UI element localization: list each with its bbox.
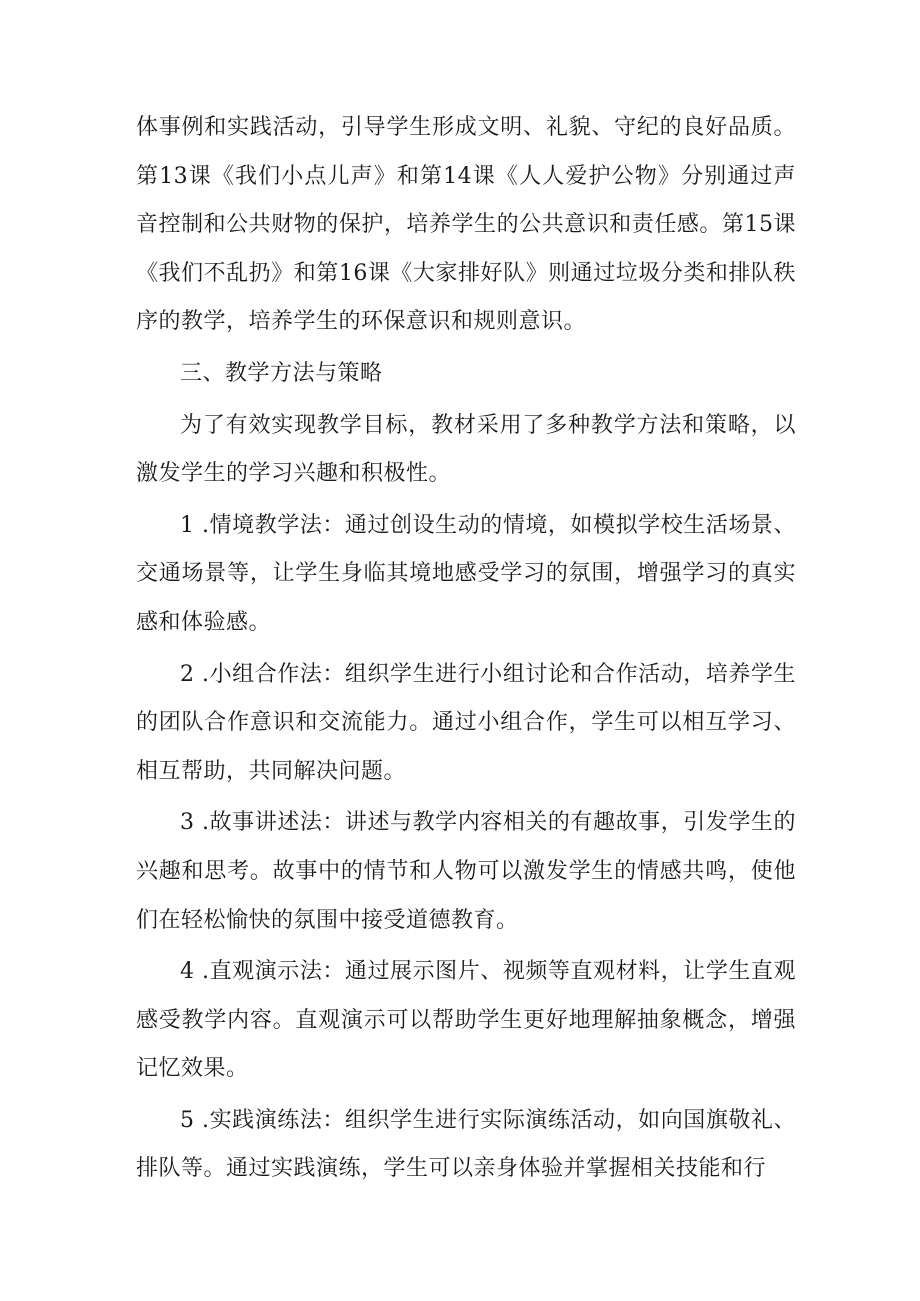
paragraph-lesson-summary: 体事例和实践活动，引导学生形成文明、礼貌、守纪的良好品质。第13课《我们小点儿声》和第14课《人人爱护公物》分别通过声音控制和公共财物的保护，培养学生的公共意识和责任感。第15课《我们不乱扔》和第16课《大家排好队》则通过垃圾分类和排队秩序的教学，培养学生的环保意识和规则意识。: [136, 115, 796, 335]
method-item-3: 3 .故事讲述法：讲述与教学内容相关的有趣故事，引发学生的兴趣和思考。故事中的情节和人物可以激发学生的情感共鸣，使他们在轻松愉快的氛围中接受道德教育。: [136, 810, 796, 933]
document-body: [136, 104, 796, 1194]
section-heading: 三、教学方法与策略: [180, 360, 383, 386]
method-item-4: 4 .直观演示法：通过展示图片、视频等直观材料，让学生直观感受教学内容。直观演示可以帮助学生更好地理解抽象概念，增强记忆效果。: [136, 959, 796, 1082]
method-item-5: 5 .实践演练法：组织学生进行实际演练活动，如向国旗敬礼、排队等。通过实践演练，学生可以亲身体验并掌握相关技能和行: [136, 1107, 796, 1182]
method-item-1: 1 .情境教学法：通过创设生动的情境，如模拟学校生活场景、交通场景等，让学生身临其境地感受学习的氛围，增强学习的真实感和体验感。: [136, 512, 796, 635]
method-item-2: 2 .小组合作法：组织学生进行小组讨论和合作活动，培养学生的团队合作意识和交流能力。通过小组合作，学生可以相互学习、相互帮助，共同解决问题。: [136, 661, 796, 784]
paragraph-methods-intro: 为了有效实现教学目标，教材采用了多种教学方法和策略，以激发学生的学习兴趣和积极性。: [136, 412, 796, 487]
